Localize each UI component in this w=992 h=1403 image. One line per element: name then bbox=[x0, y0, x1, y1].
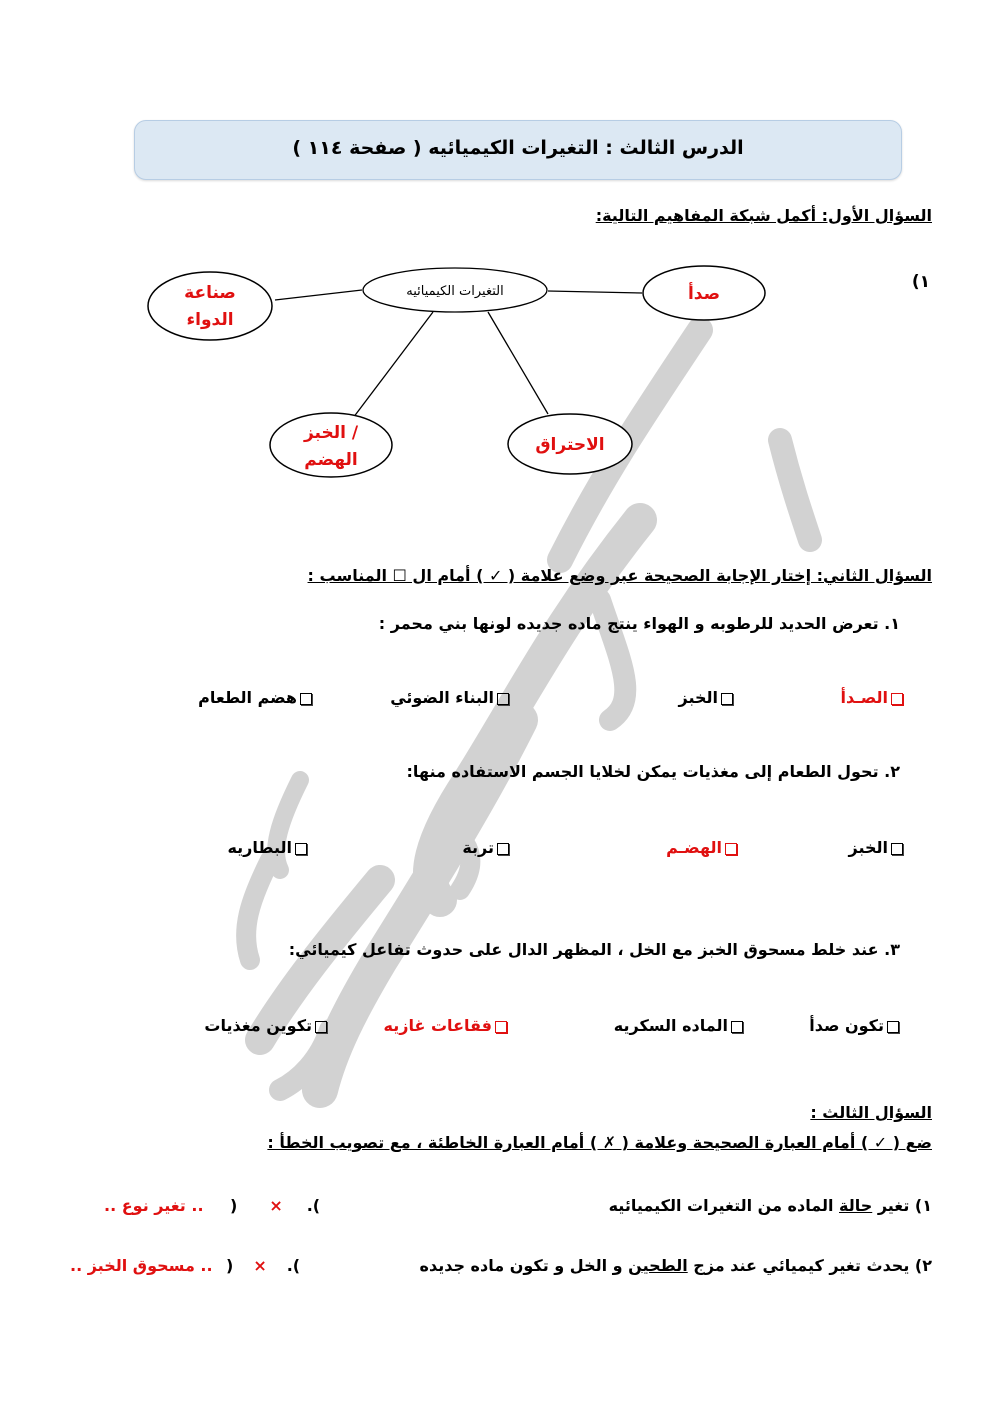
map-medicine-label-2: الدواء bbox=[186, 310, 234, 330]
map-bread-label-1: الخبز / bbox=[303, 423, 359, 443]
checkbox-icon bbox=[891, 843, 903, 855]
q2-2-option-2[interactable] bbox=[666, 838, 740, 857]
q3-item-1-post: الماده من التغيرات الكيميائيه bbox=[608, 1196, 839, 1215]
q3-item-2-underlined: الطحين bbox=[628, 1256, 688, 1275]
checkbox-icon bbox=[721, 693, 733, 705]
q3-item-2-pre: يحدث تغير كيميائي عند مزج bbox=[687, 1256, 910, 1275]
checkbox-icon bbox=[315, 1021, 327, 1033]
q2-1-option-2[interactable] bbox=[678, 688, 736, 707]
lesson-title: الدرس الثالث : التغيرات الكيميائيه ( صفحة ١١٤ ) bbox=[292, 137, 744, 159]
option-label: الهضـم bbox=[666, 838, 722, 857]
option-label: الخبز bbox=[848, 838, 888, 857]
q3-item-2-number: ٢) bbox=[914, 1256, 932, 1275]
map-medicine-label-1: صناعة bbox=[184, 283, 236, 303]
option-label: البطاريه bbox=[227, 838, 292, 857]
map-line-rust bbox=[548, 291, 642, 293]
checkbox-icon bbox=[497, 693, 509, 705]
q3-item-2-correction: .. مسحوق الخبز .. bbox=[70, 1256, 213, 1275]
q2-3-option-1[interactable] bbox=[809, 1016, 902, 1035]
q2-1-option-3[interactable] bbox=[390, 688, 512, 707]
map-burn-label: الاحتراق bbox=[535, 435, 605, 455]
q3-instruction: ضع ( ✓ ) أمام العبارة الصحيحة وعلامة ( ✗ ) أمام العبارة الخاطئة ، مع تصويب الخطأ : bbox=[267, 1133, 932, 1152]
q2-item-1-text: ١. تعرض الحديد للرطوبه و الهواء ينتج ماده جديده لونها بني محمر : bbox=[378, 614, 900, 633]
option-label: تربة bbox=[462, 838, 494, 857]
q2-2-option-4[interactable] bbox=[227, 838, 310, 857]
checkbox-icon bbox=[300, 693, 312, 705]
q3-item-2-statement bbox=[420, 1256, 932, 1275]
q3-item-2-post: و الخل و تكون ماده جديده bbox=[419, 1256, 629, 1275]
checkbox-icon bbox=[495, 1021, 507, 1033]
map-line-burn bbox=[488, 312, 548, 414]
q2-1-option-4[interactable] bbox=[198, 688, 315, 707]
map-line-bread bbox=[353, 312, 433, 418]
q3-item-2-mark-slot[interactable]: ).×( bbox=[226, 1256, 301, 1275]
q1-number: ١) bbox=[911, 272, 930, 292]
q3-item-1-number: ١) bbox=[914, 1196, 932, 1215]
map-rust-label: صدأ bbox=[687, 284, 721, 304]
q2-3-option-2[interactable] bbox=[614, 1016, 746, 1035]
option-label: البناء الضوئي bbox=[390, 688, 494, 707]
checkbox-icon bbox=[891, 693, 903, 705]
map-line-medicine bbox=[275, 290, 362, 300]
q2-item-2-text: ٢. تحول الطعام إلى مغذيات يمكن لخلايا الجسم الاستفاده منها: bbox=[406, 762, 900, 781]
checkbox-icon bbox=[725, 843, 737, 855]
q2-heading: السؤال الثاني: إختار الإجابة الصحيحة عبر وضع علامة ( ✓ ) أمام ال ☐ المناسب : bbox=[307, 566, 932, 585]
q3-item-1-correction: .. تغير نوع .. bbox=[104, 1196, 204, 1215]
q3-item-1-underlined: حالة bbox=[839, 1196, 873, 1215]
q1-heading: السؤال الأول: أكمل شبكة المفاهيم التالية: bbox=[595, 206, 932, 225]
q3-item-1-mark: × bbox=[269, 1196, 283, 1215]
checkbox-icon bbox=[731, 1021, 743, 1033]
option-label: تكون صدأ bbox=[809, 1016, 884, 1035]
map-bread-label-2: الهضم bbox=[304, 450, 358, 470]
checkbox-icon bbox=[497, 843, 509, 855]
checkbox-icon bbox=[295, 843, 307, 855]
q2-1-option-1[interactable] bbox=[841, 688, 906, 707]
q2-3-option-3[interactable] bbox=[384, 1016, 510, 1035]
q2-3-option-4[interactable] bbox=[204, 1016, 330, 1035]
q3-item-1-statement bbox=[609, 1196, 932, 1215]
map-center-label: التغيرات الكيميائيه bbox=[406, 284, 504, 299]
concept-map bbox=[0, 0, 992, 520]
q2-2-option-1[interactable] bbox=[848, 838, 906, 857]
q2-2-option-3[interactable] bbox=[462, 838, 512, 857]
option-label: الصـدأ bbox=[840, 688, 888, 707]
q3-heading: السؤال الثالث : bbox=[810, 1103, 932, 1122]
option-label: تكوين مغذيات bbox=[204, 1016, 312, 1035]
q3-item-2-mark: × bbox=[253, 1256, 267, 1275]
checkbox-icon bbox=[887, 1021, 899, 1033]
option-label: الماده السكريه bbox=[613, 1016, 728, 1035]
q3-item-1-pre: تغير bbox=[872, 1196, 910, 1215]
q2-item-3-text: ٣. عند خلط مسحوق الخبز مع الخل ، المظهر الدال على حدوث تفاعل كيميائي: bbox=[288, 940, 900, 959]
option-label: فقاعات غازيه bbox=[383, 1016, 492, 1035]
option-label: هضم الطعام bbox=[198, 688, 297, 707]
option-label: الخبز bbox=[678, 688, 718, 707]
q3-item-1-mark-slot[interactable]: ).×( bbox=[230, 1196, 321, 1215]
